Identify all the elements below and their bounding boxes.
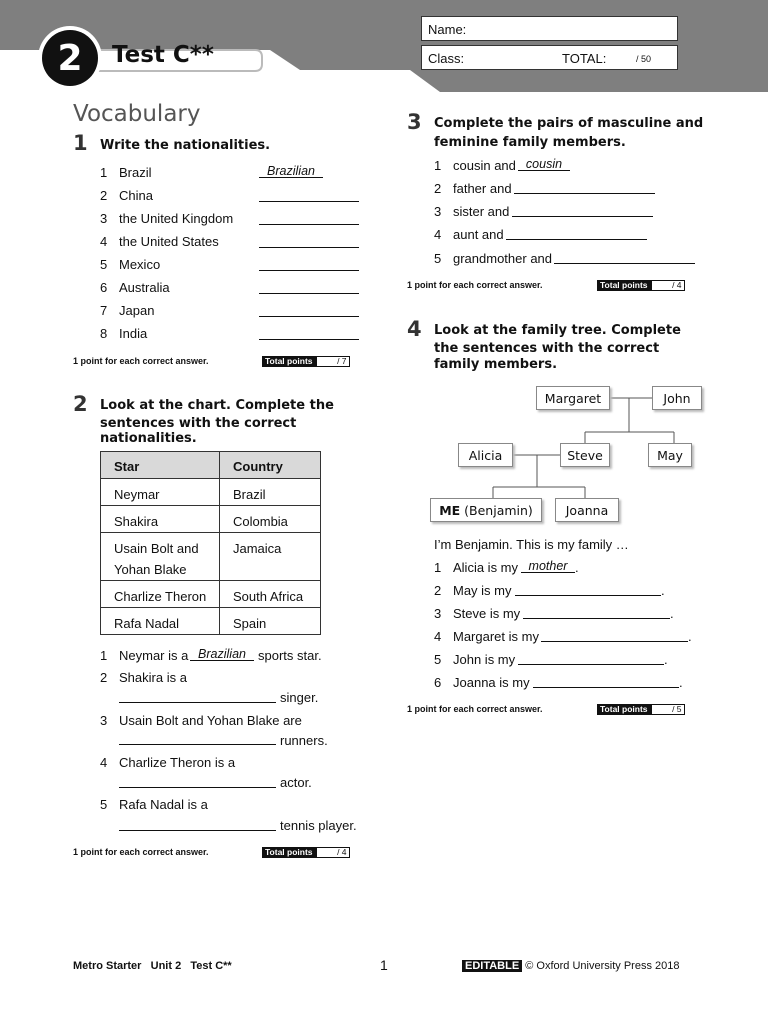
total-points-box[interactable]: / 4 bbox=[651, 280, 685, 291]
item-text: Joanna is my bbox=[453, 675, 530, 690]
name-label: Name: bbox=[428, 22, 467, 37]
ex4-intro: I’m Benjamin. This is my family … bbox=[434, 537, 629, 552]
instruction-line: feminine family members. bbox=[434, 135, 626, 150]
item-number: 5 bbox=[434, 251, 442, 266]
item-text: aunt and bbox=[453, 227, 504, 242]
item-number: 1 bbox=[434, 560, 442, 575]
answer-blank[interactable]: mother bbox=[521, 559, 575, 573]
item-text: father and bbox=[453, 181, 512, 196]
cell-country: Brazil bbox=[220, 479, 321, 506]
answer-blank[interactable] bbox=[518, 651, 664, 665]
item-number: 5 bbox=[434, 652, 442, 667]
tree-node-me bbox=[430, 498, 542, 522]
item-text: the United Kingdom bbox=[119, 211, 234, 226]
item-text: Neymar is a bbox=[119, 648, 189, 663]
item-text: Charlize Theron is a bbox=[119, 755, 236, 770]
ex3-points-note: 1 point for each correct answer. bbox=[407, 280, 543, 290]
item-text: Australia bbox=[119, 280, 170, 295]
instruction-line: Look at the chart. Complete the bbox=[100, 398, 334, 413]
item-text: cousin and bbox=[453, 158, 516, 173]
item-end: . bbox=[575, 560, 579, 575]
cell-star: Rafa Nadal bbox=[101, 608, 220, 635]
item-number: 5 bbox=[100, 257, 108, 272]
footer-copyright bbox=[462, 960, 679, 972]
ex4-points-note: 1 point for each correct answer. bbox=[407, 704, 543, 714]
tree-node-john: John bbox=[652, 386, 702, 410]
answer-blank[interactable] bbox=[515, 582, 661, 596]
item-end: . bbox=[670, 606, 674, 621]
item-number: 3 bbox=[434, 204, 442, 219]
cell-country: Spain bbox=[220, 608, 321, 635]
cell-country: Jamaica bbox=[220, 533, 321, 581]
item-end: . bbox=[661, 583, 665, 598]
answer-blank[interactable] bbox=[533, 674, 679, 688]
item-text: Brazil bbox=[119, 165, 152, 180]
editable-badge: EDITABLE bbox=[462, 960, 522, 972]
instruction-line: Complete the pairs of masculine and bbox=[434, 116, 704, 131]
total-points-label: Total points bbox=[262, 847, 316, 858]
item-suffix: runners. bbox=[280, 733, 328, 748]
total-points-box[interactable]: / 5 bbox=[651, 704, 685, 715]
answer-blank[interactable] bbox=[541, 628, 688, 642]
answer-blank[interactable]: cousin bbox=[518, 157, 570, 171]
copyright-text: © Oxford University Press 2018 bbox=[525, 960, 680, 972]
column-header-country: Country bbox=[220, 452, 321, 479]
item-number: 3 bbox=[100, 713, 108, 728]
item-end: . bbox=[664, 652, 668, 667]
section-title: Vocabulary bbox=[73, 101, 201, 127]
item-text: Shakira is a bbox=[119, 670, 187, 685]
tree-node-steve: Steve bbox=[560, 443, 610, 467]
total-points-label: Total points bbox=[597, 280, 651, 291]
tree-node-margaret: Margaret bbox=[536, 386, 610, 410]
item-number: 4 bbox=[100, 755, 108, 770]
ex1-instruction: Write the nationalities. bbox=[100, 138, 271, 153]
item-number: 4 bbox=[434, 227, 442, 242]
item-end: . bbox=[679, 675, 683, 690]
total-points-box[interactable]: / 7 bbox=[316, 356, 350, 367]
item-number: 1 bbox=[434, 158, 442, 173]
tree-node-may: May bbox=[648, 443, 692, 467]
item-number: 2 bbox=[434, 181, 442, 196]
answer-blank[interactable]: Brazilian bbox=[259, 164, 323, 178]
item-number: 6 bbox=[100, 280, 108, 295]
cell-star: Shakira bbox=[101, 506, 220, 533]
item-suffix: sports star. bbox=[258, 648, 322, 663]
ex1-points-note: 1 point for each correct answer. bbox=[73, 356, 209, 366]
item-text: grandmother and bbox=[453, 251, 553, 266]
total-max: / 50 bbox=[636, 54, 652, 64]
item-text: May is my bbox=[453, 583, 512, 598]
item-text: Mexico bbox=[119, 257, 161, 272]
ex4-number: 4 bbox=[407, 317, 422, 341]
instruction-line: Look at the family tree. Complete bbox=[434, 323, 681, 338]
instruction-line: nationalities. bbox=[100, 431, 197, 446]
item-text: Alicia is my bbox=[453, 560, 519, 575]
item-number: 6 bbox=[434, 675, 442, 690]
instruction-line: family members. bbox=[434, 357, 558, 372]
test-title: Test C** bbox=[112, 42, 214, 68]
item-number: 4 bbox=[434, 629, 442, 644]
column-header-star: Star bbox=[101, 452, 220, 479]
ex4-total-points bbox=[597, 704, 685, 715]
footer-course-info: Metro Starter Unit 2 Test C** bbox=[73, 960, 232, 972]
total-label: TOTAL: bbox=[562, 51, 607, 66]
item-text: sister and bbox=[453, 204, 510, 219]
item-number: 7 bbox=[100, 303, 108, 318]
ex1-number: 1 bbox=[73, 131, 88, 155]
cell-country: Colombia bbox=[220, 506, 321, 533]
item-number: 2 bbox=[100, 670, 108, 685]
class-label: Class: bbox=[428, 51, 465, 66]
item-number: 4 bbox=[100, 234, 108, 249]
item-text: John is my bbox=[453, 652, 516, 667]
instruction-line: the sentences with the correct bbox=[434, 341, 660, 356]
item-number: 2 bbox=[434, 583, 442, 598]
tree-node-joanna: Joanna bbox=[555, 498, 619, 522]
item-text: China bbox=[119, 188, 153, 203]
item-number: 1 bbox=[100, 165, 108, 180]
item-text: Usain Bolt and Yohan Blake are bbox=[119, 713, 302, 728]
total-points-label: Total points bbox=[262, 356, 316, 367]
footer-page-number: 1 bbox=[380, 957, 388, 973]
answer-blank[interactable]: Brazilian bbox=[190, 647, 254, 661]
cell-line: Usain Bolt and bbox=[114, 541, 199, 556]
tree-node-alicia: Alicia bbox=[458, 443, 513, 467]
item-number: 5 bbox=[100, 797, 108, 812]
item-number: 3 bbox=[434, 606, 442, 621]
item-suffix: actor. bbox=[280, 775, 312, 790]
cell-star: Neymar bbox=[101, 479, 220, 506]
item-text: Rafa Nadal is a bbox=[119, 797, 208, 812]
unit-number-badge: 2 bbox=[57, 37, 83, 79]
total-points-box[interactable]: / 4 bbox=[316, 847, 350, 858]
ex2-number: 2 bbox=[73, 392, 88, 416]
item-text: Japan bbox=[119, 303, 155, 318]
cell-star: Charlize Theron bbox=[101, 581, 220, 608]
ex2-points-note: 1 point for each correct answer. bbox=[73, 847, 209, 857]
item-number: 8 bbox=[100, 326, 108, 341]
item-text: India bbox=[119, 326, 148, 341]
answer-blank[interactable] bbox=[523, 605, 670, 619]
item-number: 1 bbox=[100, 648, 108, 663]
item-number: 3 bbox=[100, 211, 108, 226]
instruction-line: sentences with the correct bbox=[100, 416, 297, 431]
item-number: 2 bbox=[100, 188, 108, 203]
tree-node-me-label: ME bbox=[439, 502, 461, 518]
item-text: Margaret is my bbox=[453, 629, 539, 644]
item-suffix: tennis player. bbox=[280, 818, 357, 833]
item-text: Steve is my bbox=[453, 606, 521, 621]
item-suffix: singer. bbox=[280, 690, 319, 705]
ex3-number: 3 bbox=[407, 110, 422, 134]
tree-node-me-name: (Benjamin) bbox=[464, 502, 533, 518]
item-text: the United States bbox=[119, 234, 219, 249]
item-end: . bbox=[688, 629, 692, 644]
cell-line: Yohan Blake bbox=[114, 562, 187, 577]
cell-country: South Africa bbox=[220, 581, 321, 608]
total-points-label: Total points bbox=[597, 704, 651, 715]
